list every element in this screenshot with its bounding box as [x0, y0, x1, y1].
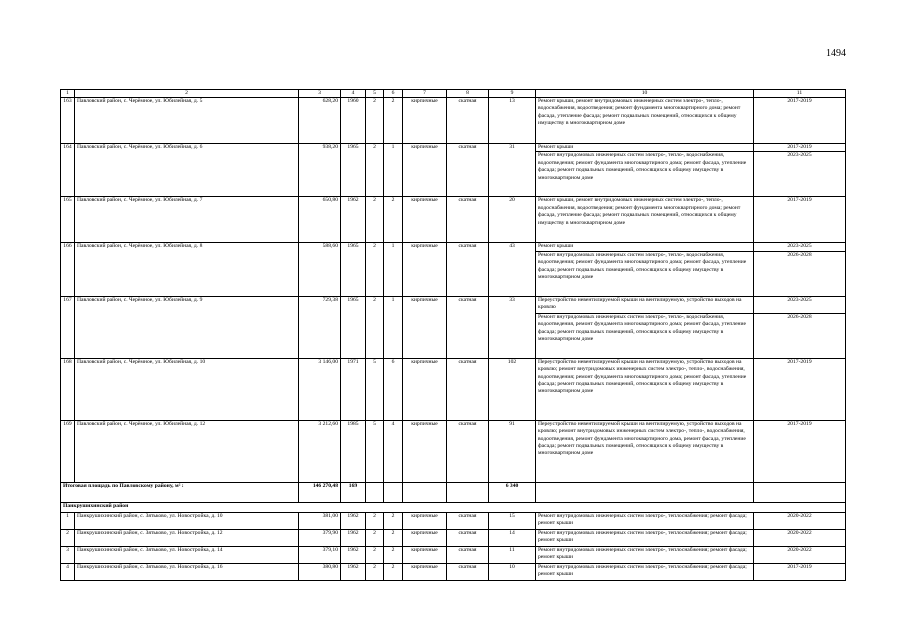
- empty-cell: [366, 482, 384, 502]
- period-cell: 2026-2028: [754, 251, 846, 296]
- floors-cell: 2: [366, 98, 384, 144]
- period-cell: 2023-2025: [754, 152, 846, 197]
- area-cell: 588,60: [299, 243, 341, 296]
- year-cell: 1962: [341, 529, 366, 546]
- address-cell: Павловский район, с. Черёмное, ул. Юбилейная, д. 10: [75, 358, 299, 420]
- walls-cell: кирпичные: [403, 358, 447, 420]
- column-number-1: 1: [61, 90, 75, 98]
- residents-cell: 102: [489, 358, 536, 420]
- year-cell: 1962: [341, 563, 366, 580]
- floors-cell: 2: [366, 243, 384, 296]
- table-row: [61, 420, 846, 482]
- walls-cell: кирпичные: [403, 243, 447, 296]
- total-residents: 6 340: [489, 482, 536, 502]
- work-type-cell: Ремонт внутридомовых инженерных систем электро-, тепло-, водоснабжения, водоотведения, ремонт фундамента многоквартирного дома; ремонт фасада, утепление фасада; ремонт подвальных помещений, относящихся к общему имуществу в многоквартирном доме: [536, 313, 754, 358]
- entrances-cell: 4: [384, 420, 403, 482]
- period-cell: 2020-2022: [754, 529, 846, 546]
- empty-cell: [384, 482, 403, 502]
- total-row: [61, 482, 846, 502]
- column-number-5: 5: [366, 90, 384, 98]
- year-cell: 1965: [341, 144, 366, 197]
- walls-cell: кирпичные: [403, 296, 447, 358]
- walls-cell: кирпичные: [403, 420, 447, 482]
- roof-cell: скатная: [447, 546, 489, 563]
- walls-cell: кирпичные: [403, 98, 447, 144]
- column-number-6: 6: [384, 90, 403, 98]
- address-cell: Павловский район, с. Черёмное, ул. Юбилейная, д. 7: [75, 197, 299, 243]
- period-cell: 2017-2019: [754, 197, 846, 243]
- residents-cell: 15: [489, 512, 536, 529]
- total-area: 146 270,48: [299, 482, 341, 502]
- row-number: 168: [61, 358, 75, 420]
- work-type-cell: Ремонт крыши, ремонт внутридомовых инженерных систем электро-, тепло-, водоснабжения, водоотведения; ремонт фундамента многоквартирного дома; ремонт фасада, утепление фасада; ремонт подвальных помещений, относящихся к общему имуществу в многоквартирном доме: [536, 197, 754, 243]
- table-row: [61, 98, 846, 144]
- year-cell: 1965: [341, 296, 366, 358]
- year-cell: 1985: [341, 420, 366, 482]
- floors-cell: 2: [366, 563, 384, 580]
- page-number: 1494: [826, 48, 846, 59]
- entrances-cell: 1: [384, 243, 403, 296]
- roof-cell: скатная: [447, 358, 489, 420]
- work-type-cell: Ремонт внутридомовых инженерных систем электро-, теплоснабжения; ремонт фасада; ремонт крыши: [536, 529, 754, 546]
- section-title: Панкрушихинский район: [61, 502, 846, 512]
- area-cell: 729,38: [299, 296, 341, 358]
- area-cell: 3 212,60: [299, 420, 341, 482]
- entrances-cell: 2: [384, 512, 403, 529]
- address-cell: Павловский район, с. Черёмное, ул. Юбилейная, д. 12: [75, 420, 299, 482]
- address-cell: Панкрушихинский район, с. Зятьково, ул. Новостройка, д. 16: [75, 563, 299, 580]
- work-type-cell: Ремонт крыши, ремонт внутридомовых инженерных систем электро-, тепло-, водоснабжения, водоотведения; ремонт фундамента многоквартирного дома; ремонт фасада, утепление фасада; ремонт подвальных помещений, относящихся к общему имуществу в многоквартирном доме: [536, 98, 754, 144]
- floors-cell: 5: [366, 358, 384, 420]
- table-row: [61, 243, 846, 251]
- row-number: 165: [61, 197, 75, 243]
- empty-cell: [536, 482, 754, 502]
- year-cell: 1962: [341, 512, 366, 529]
- year-cell: 1960: [341, 98, 366, 144]
- column-number-11: 11: [754, 90, 846, 98]
- year-cell: 1971: [341, 358, 366, 420]
- address-cell: Павловский район, с. Черёмное, ул. Юбилейная, д. 6: [75, 144, 299, 197]
- row-number: 169: [61, 420, 75, 482]
- period-cell: 2023-2025: [754, 243, 846, 251]
- residents-cell: 43: [489, 243, 536, 296]
- area-cell: 650,80: [299, 197, 341, 243]
- work-type-cell: Ремонт внутридомовых инженерных систем электро-, теплоснабжения; ремонт фасада; ремонт крыши: [536, 512, 754, 529]
- floors-cell: 2: [366, 197, 384, 243]
- table-row: [61, 296, 846, 313]
- residents-cell: 11: [489, 546, 536, 563]
- area-cell: 938,20: [299, 144, 341, 197]
- work-type-cell: Ремонт внутридомовых инженерных систем электро-, тепло-, водоснабжения, водоотведения; ремонт фундамента многоквартирного дома; ремонт фасада, утепление фасада; ремонт подвальных помещений, относящихся к общему имуществу в многоквартирном доме: [536, 152, 754, 197]
- work-type-cell: Ремонт внутридомовых инженерных систем электро-, теплоснабжения; ремонт фасада; ремонт крыши: [536, 546, 754, 563]
- period-cell: 2017-2019: [754, 98, 846, 144]
- table-body: [61, 90, 846, 581]
- period-cell: 2017-2019: [754, 144, 846, 152]
- work-type-cell: Ремонт внутридомовых инженерных систем электро-, теплоснабжения; ремонт фасада; ремонт крыши: [536, 563, 754, 580]
- table-row: [61, 197, 846, 243]
- floors-cell: 5: [366, 420, 384, 482]
- roof-cell: скатная: [447, 563, 489, 580]
- roof-cell: скатная: [447, 243, 489, 296]
- residents-cell: 31: [489, 144, 536, 197]
- period-cell: 2020-2022: [754, 546, 846, 563]
- area-cell: 379,90: [299, 529, 341, 546]
- period-cell: 2017-2019: [754, 358, 846, 420]
- entrances-cell: 1: [384, 296, 403, 358]
- column-number-3: 3: [299, 90, 341, 98]
- work-type-cell: Ремонт крыши: [536, 144, 754, 152]
- work-type-cell: Переустройство невентилируемой крыши на вентилируемую, устройство выходов на кровлю; ремонт внутридомовых инженерных систем электро-, тепло-, водоснабжения, водоотведения; ремонт фундамента многоквартирного дома; ремонт фасада, утепление фасада; ремонт подвальных помещений, относящихся к общему имуществу в многоквартирном доме: [536, 358, 754, 420]
- entrances-cell: 2: [384, 98, 403, 144]
- table-row: [61, 563, 846, 580]
- entrances-cell: 2: [384, 563, 403, 580]
- area-cell: 628,20: [299, 98, 341, 144]
- section-title-row: [61, 502, 846, 512]
- total-count: 169: [341, 482, 366, 502]
- column-number-10: 10: [536, 90, 754, 98]
- address-cell: Павловский район, с. Черёмное, ул. Юбилейная, д. 5: [75, 98, 299, 144]
- column-number-2: 2: [75, 90, 299, 98]
- roof-cell: скатная: [447, 420, 489, 482]
- residents-cell: 91: [489, 420, 536, 482]
- table-row: [61, 358, 846, 420]
- residents-cell: 14: [489, 529, 536, 546]
- row-number: 4: [61, 563, 75, 580]
- entrances-cell: 6: [384, 358, 403, 420]
- area-cell: 3 146,00: [299, 358, 341, 420]
- address-cell: Панкрушихинский район, с. Зятьково, ул. Новостройка, д. 10: [75, 512, 299, 529]
- empty-cell: [447, 482, 489, 502]
- address-cell: Павловский район, с. Черёмное, ул. Юбилейная, д. 9: [75, 296, 299, 358]
- walls-cell: кирпичные: [403, 197, 447, 243]
- row-number: 167: [61, 296, 75, 358]
- address-cell: Панкрушихинский район, с. Зятьково, ул. Новостройка, д. 14: [75, 546, 299, 563]
- table-row: [61, 144, 846, 152]
- empty-cell: [754, 482, 846, 502]
- period-cell: 2023-2025: [754, 296, 846, 313]
- roof-cell: скатная: [447, 529, 489, 546]
- table-row: [61, 546, 846, 563]
- area-cell: 380,80: [299, 563, 341, 580]
- area-cell: 379,10: [299, 546, 341, 563]
- work-type-cell: Ремонт крыши: [536, 243, 754, 251]
- walls-cell: кирпичные: [403, 512, 447, 529]
- floors-cell: 2: [366, 546, 384, 563]
- residents-cell: 13: [489, 98, 536, 144]
- work-type-cell: Ремонт внутридомовых инженерных систем электро-, тепло-, водоснабжения, водоотведения; ремонт фундамента многоквартирного дома; ремонт фасада, утепление фасада; ремонт подвальных помещений, относящихся к общему имуществу в многоквартирном доме: [536, 251, 754, 296]
- row-number: 3: [61, 546, 75, 563]
- walls-cell: кирпичные: [403, 546, 447, 563]
- column-number-9: 9: [489, 90, 536, 98]
- row-number: 1: [61, 512, 75, 529]
- row-number: 166: [61, 243, 75, 296]
- column-number-4: 4: [341, 90, 366, 98]
- walls-cell: кирпичные: [403, 563, 447, 580]
- floors-cell: 2: [366, 296, 384, 358]
- residents-cell: 33: [489, 296, 536, 358]
- floors-cell: 2: [366, 529, 384, 546]
- row-number: 2: [61, 529, 75, 546]
- residents-cell: 20: [489, 197, 536, 243]
- period-cell: 2017-2019: [754, 420, 846, 482]
- roof-cell: скатная: [447, 296, 489, 358]
- floors-cell: 2: [366, 512, 384, 529]
- table-row: [61, 529, 846, 546]
- empty-cell: [403, 482, 447, 502]
- entrances-cell: 2: [384, 197, 403, 243]
- address-cell: Павловский район, с. Черёмное, ул. Юбилейная, д. 8: [75, 243, 299, 296]
- year-cell: 1962: [341, 197, 366, 243]
- walls-cell: кирпичные: [403, 529, 447, 546]
- address-cell: Панкрушихинский район, с. Зятьково, ул. Новостройка, д. 12: [75, 529, 299, 546]
- residents-cell: 10: [489, 563, 536, 580]
- year-cell: 1965: [341, 243, 366, 296]
- work-type-cell: Переустройство невентилируемой крыши на вентилируемую, устройство выходов на кровлю: [536, 296, 754, 313]
- housing-register-table: [60, 89, 846, 581]
- total-label: Итоговая площадь по Павловскому району, м² :: [61, 482, 299, 502]
- roof-cell: скатная: [447, 144, 489, 197]
- floors-cell: 2: [366, 144, 384, 197]
- roof-cell: скатная: [447, 197, 489, 243]
- walls-cell: кирпичные: [403, 144, 447, 197]
- column-number-7: 7: [403, 90, 447, 98]
- column-number-8: 8: [447, 90, 489, 98]
- year-cell: 1962: [341, 546, 366, 563]
- roof-cell: скатная: [447, 98, 489, 144]
- area-cell: 381,00: [299, 512, 341, 529]
- row-number: 164: [61, 144, 75, 197]
- period-cell: 2017-2019: [754, 563, 846, 580]
- roof-cell: скатная: [447, 512, 489, 529]
- work-type-cell: Переустройство невентилируемой крыши на вентилируемую, устройство выходов на кровлю; ремонт внутридомовых инженерных систем электро-, тепло-, водоснабжения, водоотведения, ремонт фундамента многоквартирного дома, ремонт фасада, утепление фасада; ремонт подвальных помещений, относящихся к общему имуществу в многоквартирном доме: [536, 420, 754, 482]
- entrances-cell: 1: [384, 144, 403, 197]
- entrances-cell: 2: [384, 546, 403, 563]
- entrances-cell: 2: [384, 529, 403, 546]
- row-number: 163: [61, 98, 75, 144]
- period-cell: 2026-2028: [754, 313, 846, 358]
- table-row: [61, 512, 846, 529]
- column-number-row: [61, 90, 846, 98]
- period-cell: 2020-2022: [754, 512, 846, 529]
